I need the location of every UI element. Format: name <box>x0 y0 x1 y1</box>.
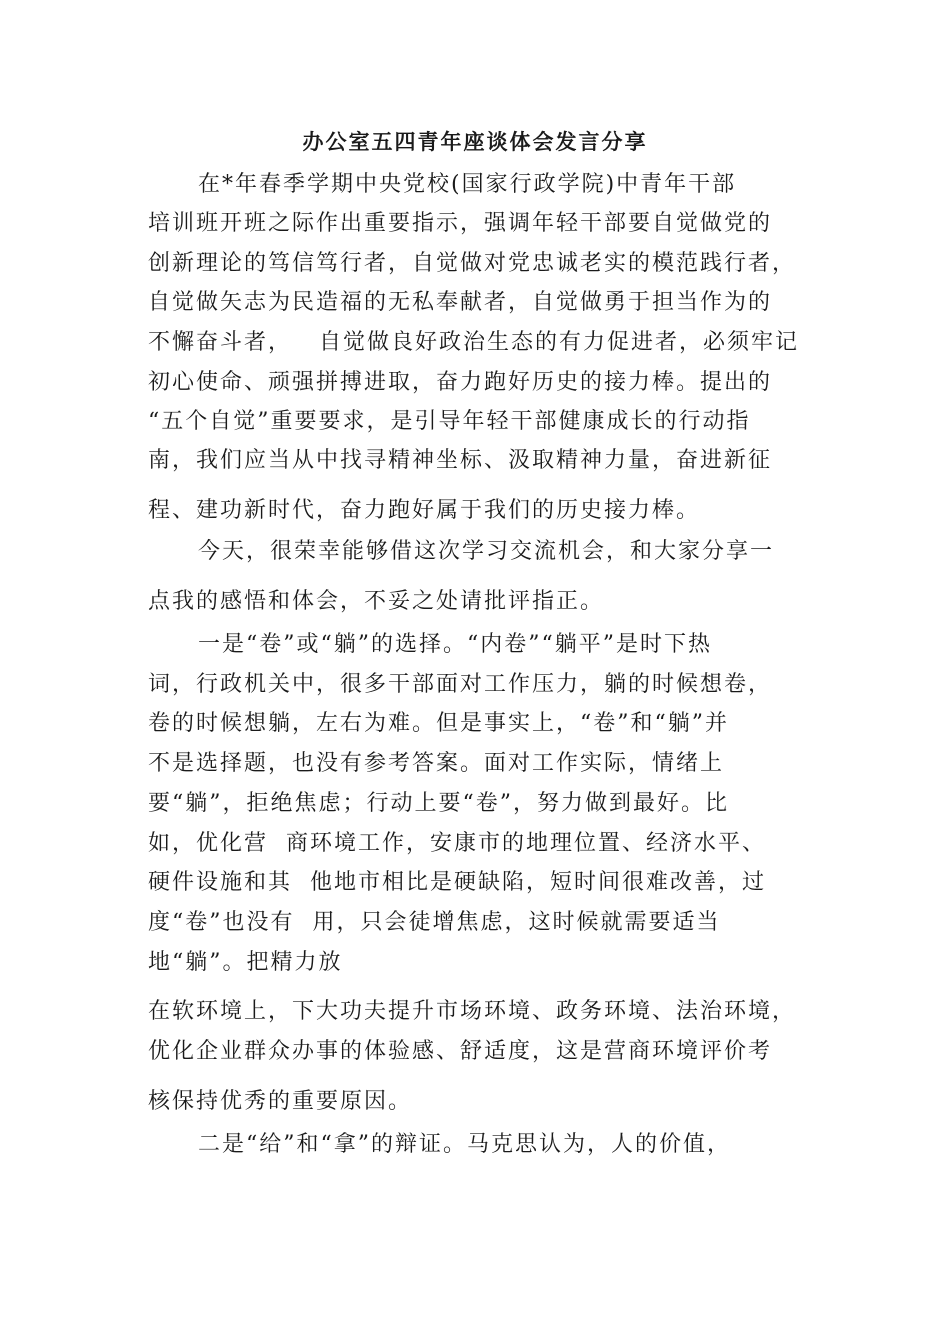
text-line: 如，优化营 商环境工作，安康市的地理位置、经济水平、 <box>148 831 766 856</box>
text-line: 在*年春季学期中央党校(国家行政学院)中青年干部 <box>198 172 737 197</box>
text-line: 优化企业群众办事的体验感、舒适度，这是营商环境评价考 <box>148 1039 773 1064</box>
text-line: 初心使命、顽强拼搏进取，奋力跑好历史的接力棒。提出的 <box>148 370 773 395</box>
text-line: 培训班开班之际作出重要指示，强调年轻干部要自觉做党的 <box>148 211 773 236</box>
text-line: 今天，很荣幸能够借这次学习交流机会，和大家分享一 <box>198 539 775 564</box>
text-line: 一是“卷”或“躺”的选择。“内卷”“躺平”是时下热 <box>198 632 712 657</box>
text-line: “五个自觉”重要要求，是引导年轻干部健康成长的行动指 <box>148 409 751 434</box>
text-line: 核保持优秀的重要原因。 <box>148 1089 413 1114</box>
text-line: 自觉做矢志为民造福的无私奉献者，自觉做勇于担当作为的 <box>148 290 773 315</box>
text-line: 点我的感悟和体会，不妥之处请批评指正。 <box>148 589 605 614</box>
text-line: 不是选择题，也没有参考答案。面对工作实际，情绪上 <box>148 751 725 776</box>
text-line: 南，我们应当从中找寻精神坐标、汲取精神力量，奋进新征 <box>148 448 773 473</box>
text-line: 要“躺”，拒绝焦虑；行动上要“卷”，努力做到最好。比 <box>148 791 729 816</box>
text-line: 硬件设施和其 他地市相比是硬缺陷，短时间很难改善，过 <box>148 870 766 895</box>
text-line: 词，行政机关中，很多干部面对工作压力，躺的时候想卷， <box>148 672 773 697</box>
text-line: 二是“给”和“拿”的辩证。马克思认为，人的价值， <box>198 1132 731 1157</box>
text-line: 程、建功新时代，奋力跑好属于我们的历史接力棒。 <box>148 498 701 523</box>
text-line: 卷的时候想躺，左右为难。但是事实上，“卷”和“躺”并 <box>148 711 729 736</box>
text-line: 度“卷”也没有 用，只会徒增焦虑，这时候就需要适当 <box>148 910 721 935</box>
document-title: 办公室五四青年座谈体会发言分享 <box>302 130 648 154</box>
text-line: 地“躺”。把精力放 <box>148 950 343 975</box>
text-line: 在软环境上，下大功夫提升市场环境、政务环境、法治环境， <box>148 999 797 1024</box>
text-line: 创新理论的笃信笃行者，自觉做对党忠诚老实的模范践行者， <box>148 251 797 276</box>
text-line: 不懈奋斗者， 自觉做良好政治生态的有力促进者，必须牢记 <box>148 330 799 355</box>
